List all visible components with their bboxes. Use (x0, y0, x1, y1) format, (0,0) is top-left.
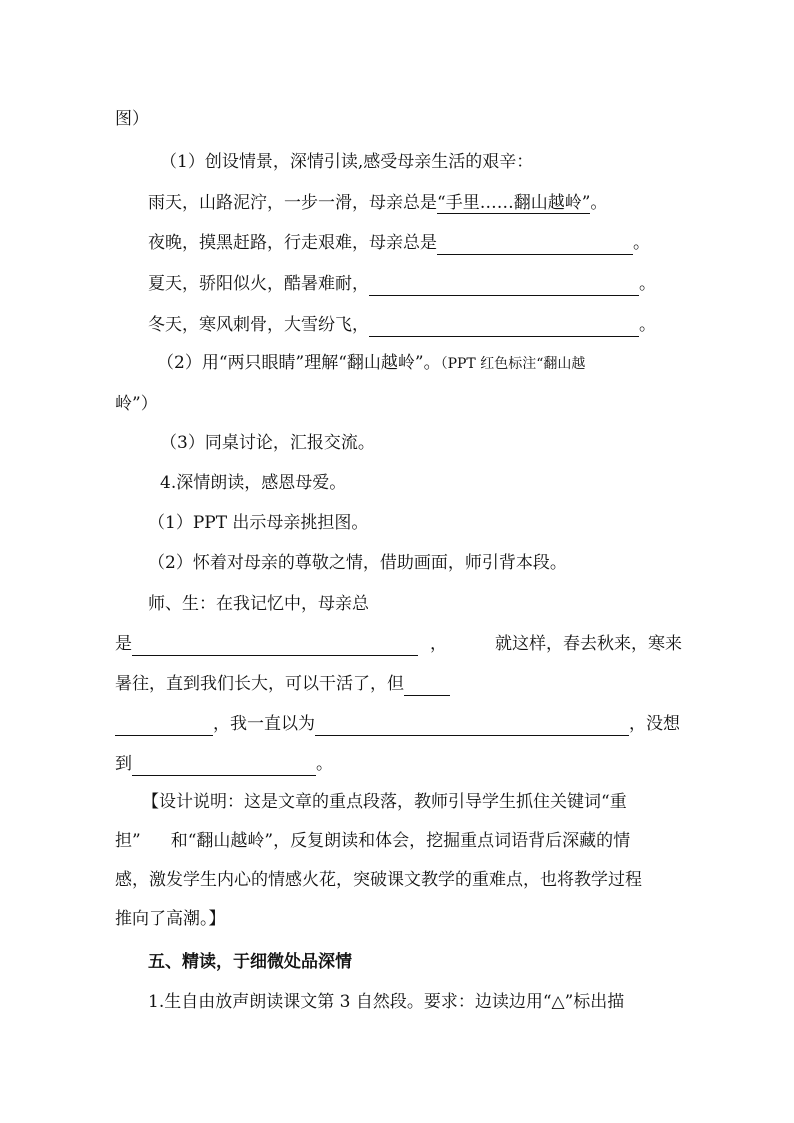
text-segment: 冬天，寒风刺骨，大雪纷飞， (148, 315, 369, 335)
fill-blank (132, 635, 418, 656)
text-line (115, 829, 630, 853)
text-segment: ， (430, 634, 447, 654)
text-segment: ，我一直以为 (213, 714, 315, 734)
text-segment: 担” (115, 831, 141, 851)
fill-blank (437, 234, 633, 255)
text-line: 【设计说明：这是文章的重点段落，教师引导学生抓住关键词“重 (142, 792, 627, 812)
text-line (148, 272, 656, 296)
text-segment: 。 (639, 315, 656, 335)
text-segment: 。 (316, 754, 333, 774)
text-line: （1）创设情景，深情引读,感受母亲生活的艰辛： (160, 152, 534, 172)
text-line (148, 231, 650, 255)
text-segment: 。 (639, 274, 656, 294)
text-segment: 是 (115, 634, 132, 654)
text-segment: 到 (115, 754, 132, 774)
text-line: 岭”） (115, 394, 158, 414)
text-line: 图） (115, 109, 149, 129)
text-line (115, 672, 450, 696)
text-segment: 。 (590, 193, 608, 213)
text-line: 4.深情朗读，感恩母爱。 (160, 473, 347, 493)
fill-blank (404, 675, 450, 696)
text-segment: （PPT 红色标注“翻山越 (440, 356, 586, 372)
text-line (115, 712, 680, 736)
text-line: （2）怀着对母亲的尊敬之情，借助画面，师引背本段。 (148, 553, 567, 573)
fill-blank (132, 755, 316, 776)
text-segment: 就这样，春去秋来，寒来 (495, 634, 682, 654)
text-line (148, 313, 656, 337)
text-line: 感，激发学生内心的情感火花，突破课文教学的重难点，也将教学过程 (115, 870, 642, 890)
text-segment: 雨天，山路泥泞，一步一滑，母亲总是 (148, 193, 437, 213)
text-line: （3）同桌讨论，汇报交流。 (160, 433, 375, 453)
text-segment: 和“翻山越岭”，反复朗读和体会，挖掘重点词语背后深藏的情 (170, 831, 631, 851)
text-line: 师、生：在我记忆中，母亲总 (148, 594, 369, 614)
text-line: （1）PPT 出示母亲挑担图。 (148, 513, 369, 533)
text-segment: 暑往，直到我们长大，可以干活了，但 (115, 674, 404, 694)
fill-blank (315, 715, 629, 736)
text-segment: 夏天，骄阳似火，酷暑难耐， (148, 274, 369, 294)
text-segment: （2）用“两只眼睛”理解“翻山越岭”。 (157, 353, 441, 373)
section-heading: 五、精读，于细微处品深情 (148, 952, 352, 972)
text-line (148, 191, 607, 215)
text-line (115, 752, 333, 776)
text-segment: 。 (633, 233, 650, 253)
text-segment: ，没想 (629, 714, 680, 734)
text-line (157, 351, 585, 376)
underlined-answer: “手里……翻山越岭” (437, 193, 591, 213)
text-segment: 夜晚，摸黑赶路，行走艰难，母亲总是 (148, 233, 437, 253)
fill-blank (369, 316, 639, 337)
text-line: 推向了高潮。】 (115, 909, 226, 929)
text-line: 1.生自由放声朗读课文第 3 自然段。要求：边读边用“△”标出描 (148, 992, 625, 1012)
fill-blank (369, 275, 639, 296)
text-line (115, 632, 682, 656)
fill-blank (115, 715, 213, 736)
